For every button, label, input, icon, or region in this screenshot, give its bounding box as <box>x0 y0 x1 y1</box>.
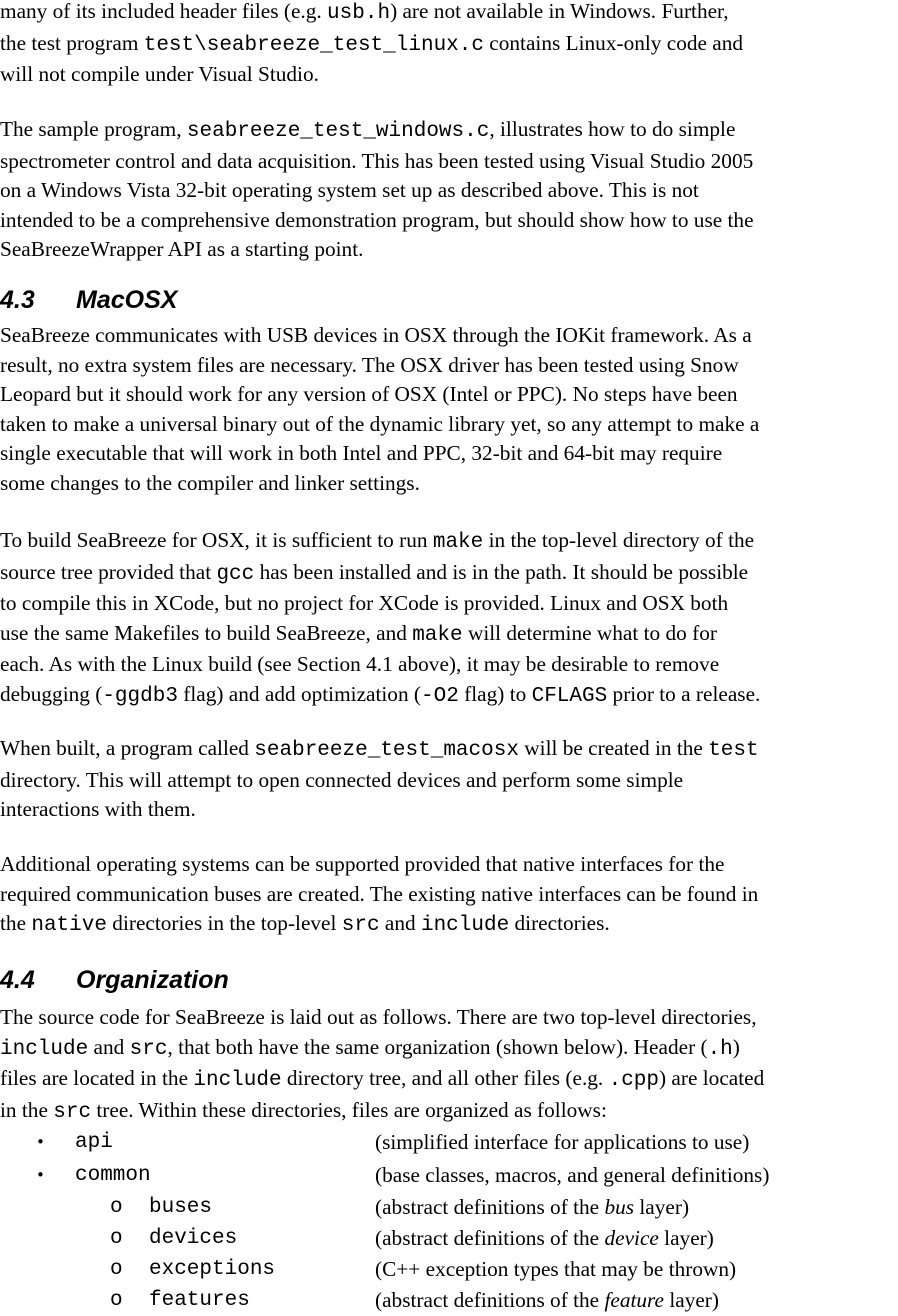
sub-bullet-icon: o <box>110 1227 123 1250</box>
text-line: SeaBreezeWrapper API as a starting point. <box>0 237 364 261</box>
text-line: intended to be a comprehensive demonstration program, but should show how to use the <box>0 207 754 232</box>
text-line: many of its included header files (e.g. usb.h) are not available in Windows. Further, <box>0 0 729 25</box>
text-line: on a Windows Vista 32-bit operating system set up as described above. This is not <box>0 178 699 202</box>
directory-description: (abstract definitions of the device layer) <box>375 1226 714 1250</box>
bullet-icon: • <box>36 1133 45 1151</box>
code-src: src <box>53 1100 92 1124</box>
text-line: use the same Makefiles to build SeaBreeze, and make will determine what to do for <box>0 620 717 647</box>
paragraph-sample-program <box>0 115 898 265</box>
directory-description: (base classes, macros, and general definitions) <box>375 1163 770 1187</box>
text-line: SeaBreeze communicates with USB devices in OSX through the IOKit framework. As a <box>0 323 752 347</box>
directory-name: devices <box>149 1227 238 1250</box>
directory-name: api <box>75 1131 113 1154</box>
text-line: interactions with them. <box>0 797 196 821</box>
text-line: files are located in the include directory tree, and all other files (e.g. .cpp) are located <box>0 1066 765 1092</box>
directory-name: features <box>149 1289 250 1312</box>
text-line: source tree provided that gcc has been installed and is in the path. It should be possible <box>0 559 749 586</box>
code-header-ext: .h <box>707 1037 733 1061</box>
section-title: MacOSX <box>76 286 178 314</box>
code-o2-flag: -O2 <box>421 684 459 708</box>
paragraph-osx-test <box>0 734 898 825</box>
text-line: the native directories in the top-level src and include directories. <box>0 911 610 937</box>
directory-name: buses <box>149 1196 213 1219</box>
text-line: directory. This will attempt to open connected devices and perform some simple <box>0 767 684 792</box>
code-src: src <box>341 914 380 937</box>
code-test-macosx: seabreeze_test_macosx <box>254 739 519 762</box>
section-number: 4.3 <box>0 286 35 314</box>
paragraph-windows-continued <box>0 0 898 90</box>
text-line: The source code for SeaBreeze is laid out as follows. There are two top-level directories, <box>0 1005 757 1029</box>
text-line: taken to make a universal binary out of the dynamic library yet, so any attempt to make a <box>0 411 760 436</box>
code-include: include <box>193 1069 282 1092</box>
code-gcc: gcc <box>216 562 255 586</box>
sub-bullet-icon: o <box>110 1258 123 1281</box>
code-make: make <box>432 531 484 554</box>
section-title: Organization <box>76 966 229 994</box>
code-src: src <box>129 1037 168 1061</box>
text-line: each. As with the Linux build (see Section 4.1 above), it may be desirable to remove <box>0 652 720 676</box>
section-heading-organization <box>0 965 229 995</box>
text-line: To build SeaBreeze for OSX, it is sufficient to run make in the top-level directory of the <box>0 528 755 554</box>
code-ggdb3-flag: -ggdb3 <box>102 684 178 708</box>
code-cflags: CFLAGS <box>531 684 608 708</box>
code-test-dir: test <box>708 739 759 762</box>
code-include: include <box>420 914 510 937</box>
directory-description: (C++ exception types that may be thrown) <box>375 1257 737 1281</box>
text-line: When built, a program called seabreeze_test_macosx will be created in the test <box>0 736 759 762</box>
code-make: make <box>412 623 463 647</box>
text-line: single executable that will work in both Intel and PPC, 32-bit and 64-bit may require <box>0 441 723 465</box>
code-include: include <box>0 1037 89 1061</box>
text-line: required communication buses are created. The existing native interfaces can be found in <box>0 881 759 906</box>
text-line: The sample program, seabreeze_test_windows.c, illustrates how to do simple <box>0 117 736 143</box>
code-cpp-ext: .cpp <box>608 1069 660 1092</box>
text-line: include and src, that both have the same organization (shown below). Header (.h) <box>0 1034 740 1061</box>
section-heading-macosx <box>0 285 177 315</box>
directory-name: common <box>75 1164 151 1187</box>
paragraph-other-os <box>0 850 898 941</box>
sub-bullet-icon: o <box>110 1196 123 1219</box>
text-line: spectrometer control and data acquisition. This has been tested using Visual Studio 2005 <box>0 148 754 173</box>
directory-description: (abstract definitions of the bus layer) <box>375 1195 690 1219</box>
directory-description: (simplified interface for applications to use) <box>375 1130 750 1154</box>
paragraph-organization <box>0 1003 898 1127</box>
paragraph-osx-build <box>0 526 898 711</box>
sub-bullet-icon: o <box>110 1289 123 1312</box>
text-line: result, no extra system files are necessary. The OSX driver has been tested using Snow <box>0 352 739 377</box>
text-line: debugging (-ggdb3 flag) and add optimization (-O2 flag) to CFLAGS prior to a release. <box>0 681 761 708</box>
code-test-linux-path: test\seabreeze_test_linux.c <box>143 33 484 57</box>
directory-description: (abstract definitions of the feature layer) <box>375 1288 719 1312</box>
bullet-icon: • <box>36 1166 45 1184</box>
directory-name: exceptions <box>149 1258 276 1281</box>
paragraph-osx-intro <box>0 321 898 498</box>
text-line: some changes to the compiler and linker settings. <box>0 470 420 495</box>
code-usb-h: usb.h <box>327 2 391 25</box>
text-line: to compile this in XCode, but no project for XCode is provided. Linux and OSX both <box>0 591 729 615</box>
code-native: native <box>31 914 107 937</box>
text-line: the test program test\seabreeze_test_linux.c contains Linux-only code and <box>0 30 744 57</box>
section-number: 4.4 <box>0 966 35 994</box>
text-line: will not compile under Visual Studio. <box>0 62 319 86</box>
text-line: in the src tree. Within these directories, files are organized as follows: <box>0 1097 607 1124</box>
text-line: Leopard but it should work for any version of OSX (Intel or PPC). No steps have been <box>0 382 738 406</box>
text-line: Additional operating systems can be supported provided that native interfaces for the <box>0 852 725 876</box>
code-sample-windows: seabreeze_test_windows.c <box>186 120 490 143</box>
